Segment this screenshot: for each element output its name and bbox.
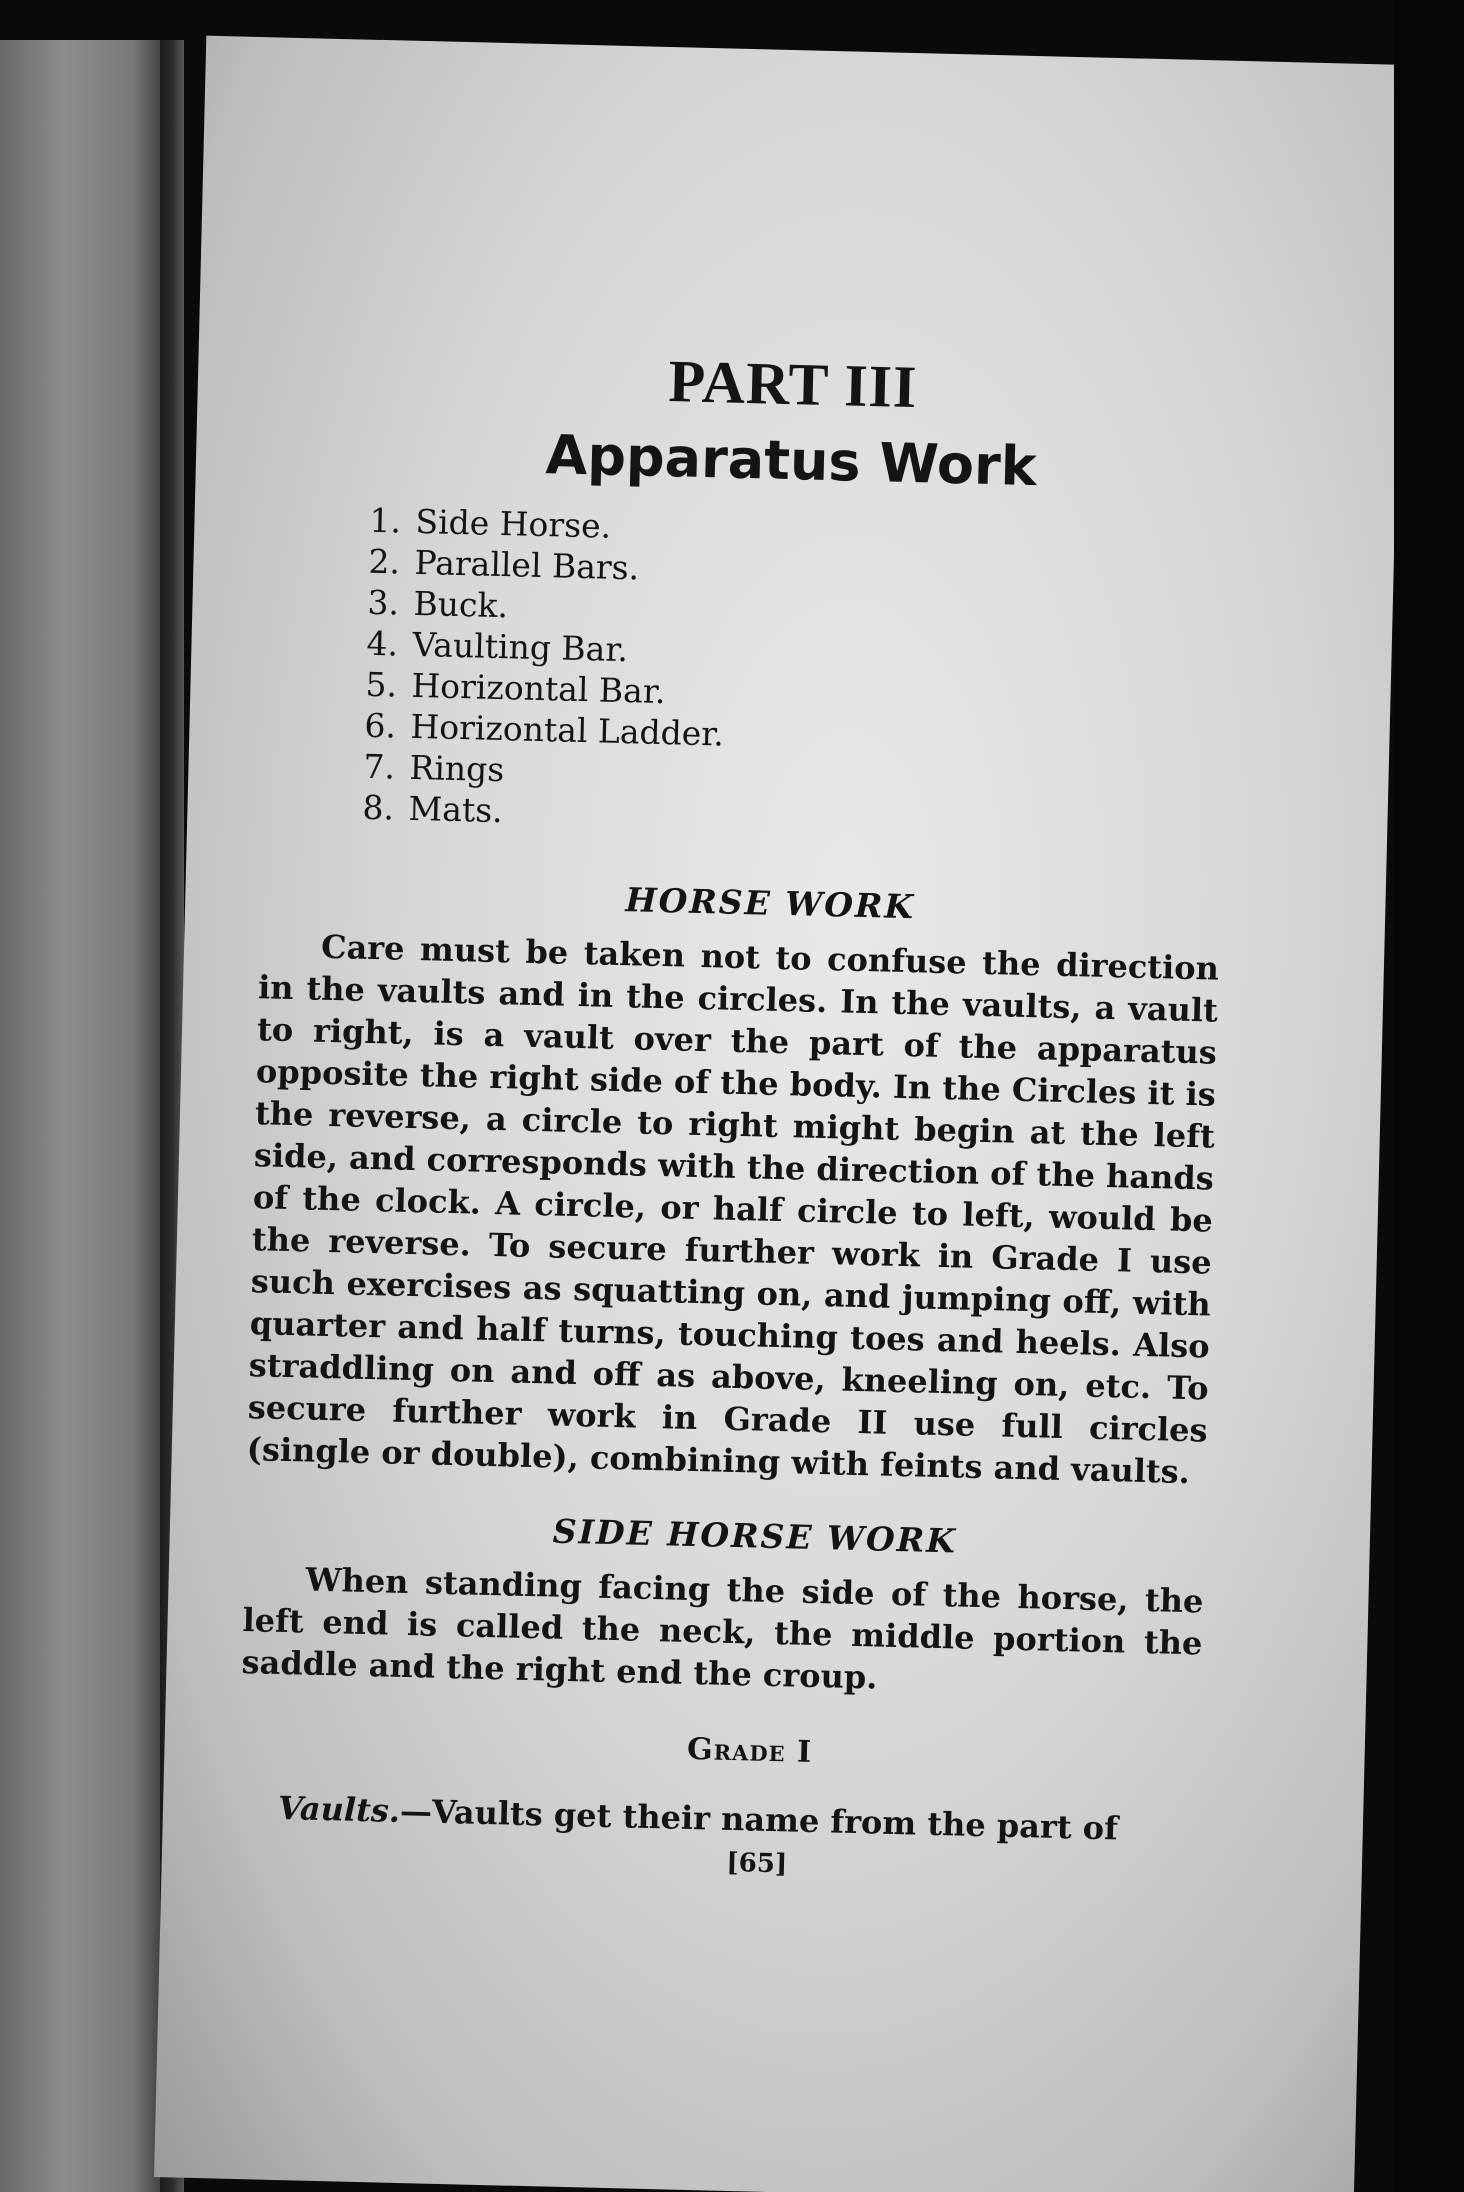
list-item-number: 3. <box>367 582 400 623</box>
list-item-label: Parallel Bars. <box>414 542 640 588</box>
list-item-number: 1. <box>369 500 402 541</box>
part-title: PART III <box>667 348 919 421</box>
vaults-lead: Vaults. <box>277 1788 401 1830</box>
side-horse-work-paragraph: When standing facing the side of the horse, the left end is called the neck, the middle portion the saddle and the right end the croup. <box>241 1560 1204 1697</box>
list-item-number: 4. <box>366 623 399 664</box>
list-item-label: Horizontal Bar. <box>411 665 666 712</box>
right-scan-border <box>1394 0 1464 2192</box>
list-item-label: Horizontal Ladder. <box>410 706 725 754</box>
list-item-label: Mats. <box>408 788 504 831</box>
apparatus-list <box>362 500 1230 849</box>
vaults-text: —Vaults get their name from the part of <box>399 1791 1119 1848</box>
list-item-label: Buck. <box>413 583 509 626</box>
list-item-number: 2. <box>368 541 401 582</box>
list-item-label: Rings <box>409 747 505 790</box>
left-page-edge <box>0 40 165 2192</box>
horse-work-heading: HORSE WORK <box>625 880 916 927</box>
list-item-label: Side Horse. <box>415 501 612 546</box>
list-item-number: 7. <box>363 746 396 787</box>
list-item-label: Vaulting Bar. <box>412 624 629 670</box>
list-item-number: 8. <box>362 787 395 828</box>
list-item-number: 5. <box>365 664 398 705</box>
horse-work-paragraph: Care must be taken not to confuse the direction in the vaults and in the circles. In the vaults, a vault to right, is a vault over the part of the apparatus opposite the right side of the body. In the Circles it is the reverse, a circle to right might begin at the left side, and corresponds with the direction of the hands of the clock. A circle, or half circle to left, would be the reverse. To secure further work in Grade I use such exercises as squatting on, and jumping off, with quarter and half turns, touching toes and heels. Also straddling on and off as above, kneeling on, etc. To secure further work in Grade II use full circles (single or double), combining with feints and vaults. <box>246 927 1220 1492</box>
book-page <box>154 36 1406 2192</box>
page-number: [65] <box>726 1847 788 1880</box>
grade-heading: Grade I <box>686 1731 813 1770</box>
page-text <box>237 337 1234 1889</box>
section-title: Apparatus Work <box>544 423 1038 499</box>
list-item-number: 6. <box>364 705 397 746</box>
side-horse-work-heading: SIDE HORSE WORK <box>552 1511 958 1561</box>
